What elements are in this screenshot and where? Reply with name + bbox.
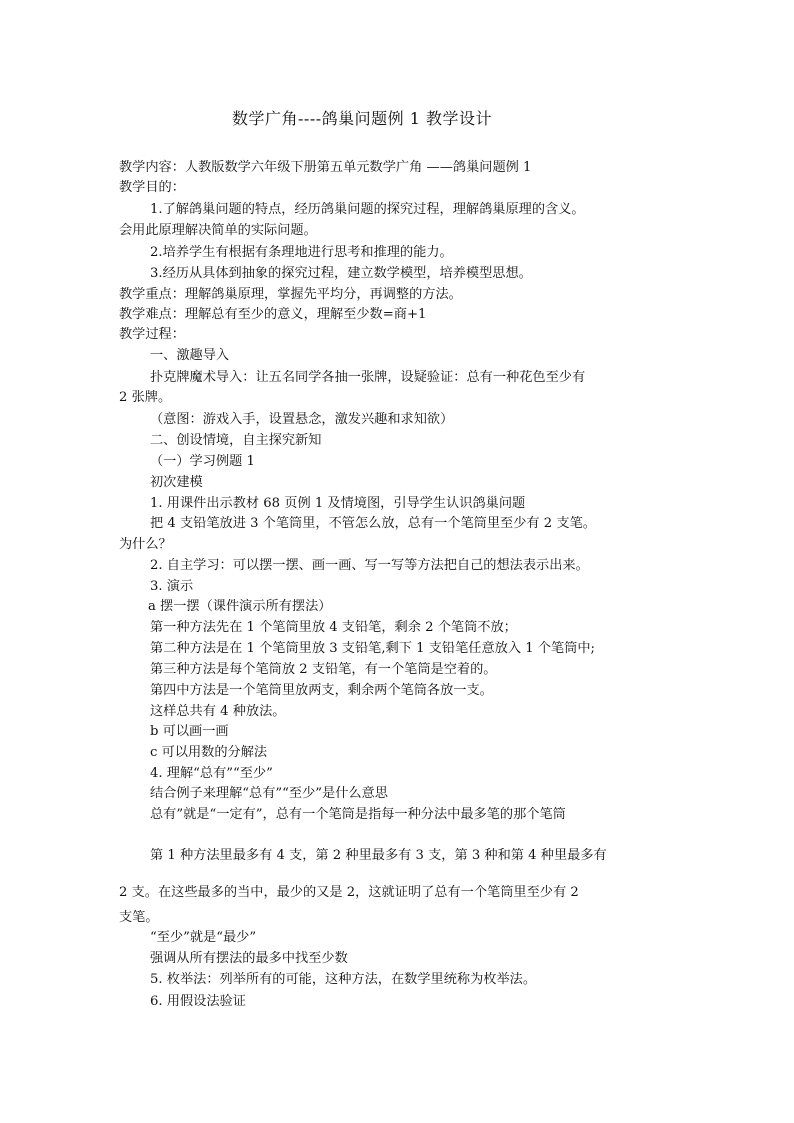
- text-line: 1. 用课件出示教材 68 页例 1 及情境图，引导学生认识鸽巢问题: [150, 496, 526, 511]
- text-line: 一、激趣导入: [150, 348, 230, 363]
- text-line: 为什么？: [119, 537, 172, 552]
- text-line: c 可以用数的分解法: [150, 745, 268, 760]
- text-line: 教学过程：: [119, 327, 185, 342]
- text-line: 第三种方法是每个笔筒放 2 支铅笔，有一个笔筒是空着的。: [150, 662, 497, 677]
- text-line: 支笔。: [119, 910, 159, 925]
- text-line: 第一种方法先在 1 个笔筒里放 4 支铅笔，剩余 2 个笔筒不放；: [150, 620, 517, 635]
- text-line: 这样总共有 4 种放法。: [150, 704, 286, 719]
- document-title: 数学广角----鸽巢问题例 1 教学设计: [232, 109, 492, 128]
- text-line: 第 1 种方法里最多有 4 支，第 2 种里最多有 3 支，第 3 种和第 4 种里最多有: [150, 848, 607, 863]
- text-line: 2 支。在这些最多的当中，最少的又是 2，这就证明了总有一个笔筒里至少有 2: [119, 885, 579, 900]
- text-line: “至少”就是“最少”: [150, 930, 257, 945]
- text-line: 扑克牌魔术导入：让五名同学各抽一张牌，设疑验证：总有一种花色至少有: [150, 370, 586, 385]
- text-line: 教学难点：理解总有至少的意义，理解至少数=商+1: [119, 307, 427, 322]
- text-line: 2. 自主学习：可以摆一摆、画一画、写一写等方法把自己的想法表示出来。: [150, 558, 589, 573]
- text-line: a 摆一摆（课件演示所有摆法）: [148, 599, 332, 614]
- text-line: 6. 用假设法验证: [150, 994, 246, 1009]
- text-line: 2 张牌。: [119, 390, 172, 405]
- text-line: 教学目的：: [119, 180, 185, 195]
- text-line: 2.培养学生有根据有条理地进行思考和推理的能力。: [150, 245, 453, 260]
- text-line: 5. 枚举法：列举所有的可能，这种方法，在数学里统称为枚举法。: [150, 972, 537, 987]
- text-line: 结合例子来理解“总有”“至少”是什么意思: [150, 786, 388, 801]
- text-line: 3.经历从具体到抽象的探究过程，建立数学模型，培养模型思想。: [150, 266, 532, 281]
- text-line: 3. 演示: [150, 579, 194, 594]
- text-line: 教学重点：理解鸽巢原理，掌握先平均分，再调整的方法。: [119, 287, 462, 302]
- text-line: （一）学习例题 1: [150, 454, 255, 469]
- text-line: 总有”就是“一定有”，总有一个笔筒是指每一种分法中最多笔的那个笔筒: [150, 807, 566, 822]
- text-line: 二、创设情境，自主探究新知: [150, 433, 322, 448]
- text-line: b 可以画一画: [150, 724, 229, 739]
- text-line: 第四中方法是一个笔筒里放两支，剩余两个笔筒各放一支。: [150, 683, 493, 698]
- text-line: 初次建模: [150, 475, 203, 490]
- text-line: 4. 理解“总有”“至少”: [150, 766, 273, 781]
- text-line: 第二种方法是在 1 个笔筒里放 3 支铅笔,剩下 1 支铅笔任意放入 1 个笔筒中;: [150, 641, 595, 656]
- text-line: 会用此原理解决简单的实际问题。: [119, 223, 317, 238]
- text-line: 教学内容：人教版数学六年级下册第五单元数学广角 ——鸽巢问题例 1: [119, 160, 532, 175]
- text-line: （意图：游戏入手，设置悬念，激发兴趣和求知欲）: [150, 412, 454, 427]
- text-line: 强调从所有摆法的最多中找至少数: [150, 951, 348, 966]
- text-line: 1.了解鸽巢问题的特点，经历鸽巢问题的探究过程，理解鸽巢原理的含义。: [150, 202, 585, 217]
- text-line: 把 4 支铅笔放进 3 个笔筒里，不管怎么放，总有一个笔筒里至少有 2 支笔。: [150, 516, 596, 531]
